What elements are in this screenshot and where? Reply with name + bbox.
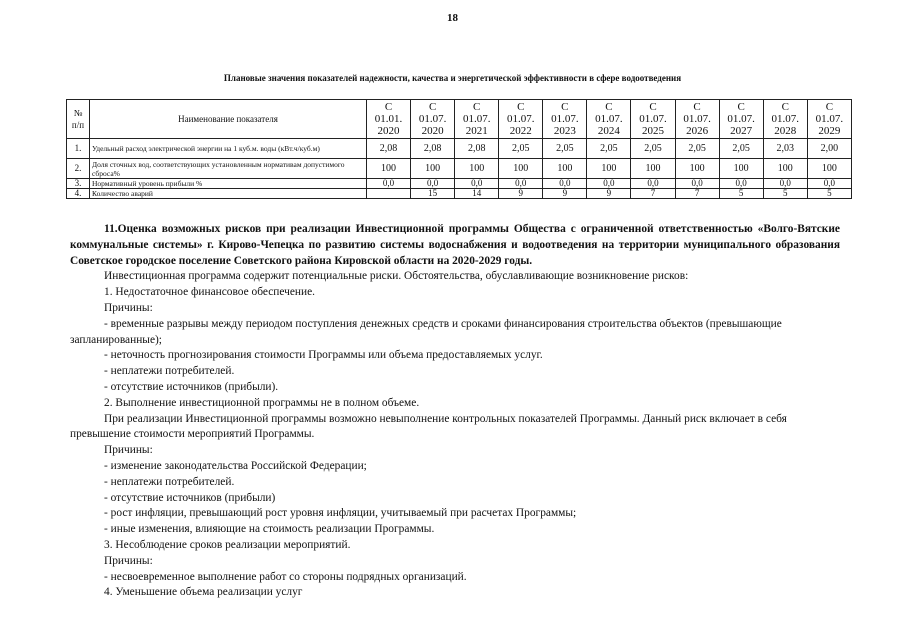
list-item: - несвоевременное выполнение работ со стороны подрядных организаций. <box>104 570 467 583</box>
cell: 0,0 <box>543 179 587 189</box>
table-header-row <box>67 100 852 139</box>
cell: 0,0 <box>367 179 411 189</box>
col-name-header: Наименование показателя <box>90 100 367 139</box>
list-item: - временные разрывы между периодом поступления денежных средств и сроками финансирования строительства объектов (превышающие запланированные); <box>70 317 782 346</box>
cell: 100 <box>631 159 675 179</box>
col-date-header: С 01.07. 2027 <box>719 100 763 139</box>
cell <box>367 189 411 199</box>
cell: 100 <box>499 159 543 179</box>
row-name: Доля сточных вод, соответствующих установленным нормативам допустимого сброса% <box>90 159 367 179</box>
paragraph: Причины: <box>104 301 153 314</box>
paragraph: Причины: <box>104 444 153 457</box>
col-date-header: С 01.07. 2025 <box>631 100 675 139</box>
col-date-header: С 01.07. 2020 <box>411 100 455 139</box>
cell: 0,0 <box>675 179 719 189</box>
list-item: - неточность прогнозирования стоимости Программы или объема предоставляемых услуг. <box>104 349 543 362</box>
col-num-header: № п/п <box>67 100 90 139</box>
cell: 2,05 <box>499 139 543 159</box>
col-date-header: С 01.07. 2026 <box>675 100 719 139</box>
cell: 0,0 <box>587 179 631 189</box>
cell: 100 <box>675 159 719 179</box>
cell: 9 <box>587 189 631 199</box>
cell: 0,0 <box>763 179 807 189</box>
cell: 2,08 <box>411 139 455 159</box>
indicators-table <box>66 99 852 199</box>
paragraph: Инвестиционная программа содержит потенциальные риски. Обстоятельства, обуславливающие возникновение рисков: <box>104 270 689 283</box>
list-item: - рост инфляции, превышающий рост уровня инфляции, учитываемый при расчетах Программы; <box>104 507 577 520</box>
cell: 14 <box>455 189 499 199</box>
row-num: 1. <box>67 139 90 159</box>
cell: 0,0 <box>455 179 499 189</box>
paragraph: Причины: <box>104 554 153 567</box>
paragraph: 2. Выполнение инвестиционной программы не в полном объеме. <box>104 396 420 409</box>
table-row <box>67 189 852 199</box>
row-name: Количество аварий <box>90 189 367 199</box>
row-name: Нормативный уровень прибыли % <box>90 179 367 189</box>
cell: 100 <box>763 159 807 179</box>
cell: 0,0 <box>719 179 763 189</box>
table-title: Плановые значения показателей надежности, качества и энергетической эффективности в сфере водоотведения <box>223 73 682 83</box>
paragraph: 3. Несоблюдение сроков реализации мероприятий. <box>104 538 351 551</box>
page-number: 18 <box>447 12 458 24</box>
cell: 2,08 <box>367 139 411 159</box>
cell: 100 <box>543 159 587 179</box>
paragraph: 4. Уменьшение объема реализации услуг <box>104 586 303 599</box>
list-item: - отсутствие источников (прибыли). <box>104 380 279 393</box>
section-heading: 11.Оценка возможных рисков при реализации Инвестиционной программы Общества с ограниченной ответственностью «Волго-Вятские коммунальные системы» г. Кирово-Чепецка по развитию системы водоснабжения и водоотведения на территории муниципального образования Советское городское поселение Советского района Кировской области на 2020-2029 годы. <box>70 223 840 267</box>
col-date-header: С 01.07. 2021 <box>455 100 499 139</box>
cell: 7 <box>631 189 675 199</box>
cell: 100 <box>367 159 411 179</box>
row-num: 2. <box>67 159 90 179</box>
cell: 100 <box>455 159 499 179</box>
col-date-header: С 01.01. 2020 <box>367 100 411 139</box>
list-item: - неплатежи потребителей. <box>104 475 235 488</box>
cell: 5 <box>719 189 763 199</box>
cell: 2,05 <box>719 139 763 159</box>
row-num: 3. <box>67 179 90 189</box>
paragraph: При реализации Инвестиционной программы возможно невыполнение контрольных показателей Программы. Данный риск включает в себя превышение стоимости мероприятий Программы. <box>70 412 787 441</box>
cell: 5 <box>763 189 807 199</box>
table-row <box>67 179 852 189</box>
cell: 100 <box>719 159 763 179</box>
cell: 0,0 <box>499 179 543 189</box>
cell: 100 <box>807 159 851 179</box>
cell: 100 <box>411 159 455 179</box>
col-date-header: С 01.07. 2023 <box>543 100 587 139</box>
col-date-header: С 01.07. 2029 <box>807 100 851 139</box>
cell: 2,05 <box>543 139 587 159</box>
cell: 0,0 <box>411 179 455 189</box>
cell: 2,00 <box>807 139 851 159</box>
cell: 15 <box>411 189 455 199</box>
col-date-header: С 01.07. 2022 <box>499 100 543 139</box>
cell: 0,0 <box>631 179 675 189</box>
cell: 5 <box>807 189 851 199</box>
cell: 2,03 <box>763 139 807 159</box>
table-row <box>67 159 852 179</box>
cell: 2,05 <box>675 139 719 159</box>
cell: 2,08 <box>455 139 499 159</box>
row-name: Удельный расход электрической энергии на 1 куб.м. воды (кВт.ч/куб.м) <box>90 139 367 159</box>
row-num: 4. <box>67 189 90 199</box>
cell: 0,0 <box>807 179 851 189</box>
document-body <box>70 222 840 601</box>
cell: 2,05 <box>631 139 675 159</box>
col-date-header: С 01.07. 2028 <box>763 100 807 139</box>
list-item: - иные изменения, влияющие на стоимость реализации Программы. <box>104 523 435 536</box>
list-item: - отсутствие источников (прибыли) <box>104 491 276 504</box>
cell: 9 <box>543 189 587 199</box>
paragraph: 1. Недостаточное финансовое обеспечение. <box>104 286 316 299</box>
cell: 2,05 <box>587 139 631 159</box>
cell: 9 <box>499 189 543 199</box>
table-row <box>67 139 852 159</box>
cell: 100 <box>587 159 631 179</box>
cell: 7 <box>675 189 719 199</box>
list-item: - изменение законодательства Российской Федерации; <box>104 459 367 472</box>
col-date-header: С 01.07. 2024 <box>587 100 631 139</box>
list-item: - неплатежи потребителей. <box>104 365 235 378</box>
